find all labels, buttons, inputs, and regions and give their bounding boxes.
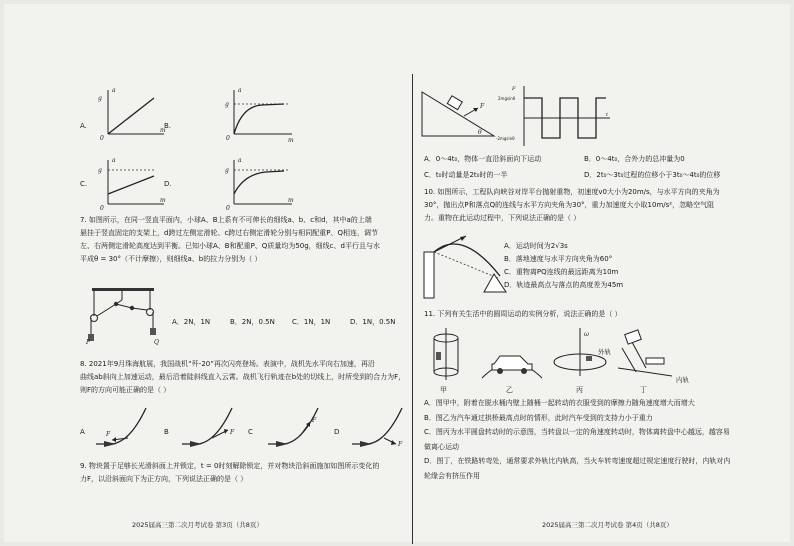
q8-stem bbox=[80, 358, 405, 397]
q11-figure-ding bbox=[616, 328, 676, 384]
force-label: F bbox=[480, 103, 485, 110]
q7-line: 7. 如图所示，在同一竖直平面内，小球A、B上系有不可伸长的细线a、b、c和d，其中a的上端 bbox=[80, 216, 372, 224]
q7-line: 左、右两侧定滑轮高度达到平衡。已知小球A、B和配重P、Q质量均为50g，细线c、d平行且与水 bbox=[80, 242, 380, 250]
angle-label: θ bbox=[478, 129, 482, 136]
svg-text:a: a bbox=[238, 87, 242, 94]
q9-line: 9. 物块置于足够长光滑斜面上并锁定，t = 0时刻解除锁定，并对物块沿斜面施加如图所示变化的 bbox=[80, 462, 380, 470]
bottom-value-label: -2mgsinθ bbox=[496, 136, 515, 141]
q10-option-b[interactable]: B．落地速度与水平方向夹角为60° bbox=[504, 255, 613, 263]
q8-line: 8. 2021年9月珠海航展，我国战机“歼-20”再次闪亮登场。表演中，战机先水平向右加速，再沿 bbox=[80, 360, 375, 368]
q8-option-a[interactable]: A bbox=[80, 428, 85, 436]
q7-line: 悬挂于竖直固定的支架上，d跨过左侧定滑轮、c跨过右侧定滑轮分别与相同配重P、Q相连，调节 bbox=[80, 229, 379, 237]
q9-line: 力F，以沿斜面向下为正方向，下列说法正确的是（ ） bbox=[80, 475, 248, 483]
q11-option-d[interactable]: D．图丁，在铁路转弯处，通常要求外轨比内轨高，当火车转弯速度超过规定速度行驶时，内轨对内 bbox=[424, 457, 731, 465]
graph-a bbox=[92, 84, 172, 142]
graph-b-label: B. bbox=[164, 122, 172, 130]
svg-text:g: g bbox=[98, 95, 102, 102]
q11-option-b[interactable]: B．图乙为汽车通过拱桥最高点时的情形，此时汽车受到的支持力小于重力 bbox=[424, 413, 653, 422]
graph-a-label: A. bbox=[80, 122, 87, 130]
force-label: F bbox=[398, 441, 403, 448]
q7-pulley-figure bbox=[88, 286, 160, 346]
q9-option-a[interactable]: A．0～4t₀，物体一直沿斜面向下运动 bbox=[424, 155, 542, 163]
graph-d bbox=[222, 154, 302, 212]
fig-label-ding: 丁 bbox=[640, 386, 647, 394]
q10-option-a[interactable]: A．运动时间为2√3s bbox=[504, 242, 568, 250]
svg-text:ω: ω bbox=[584, 331, 589, 338]
q8-option-c[interactable]: C bbox=[248, 428, 253, 436]
q9-option-b[interactable]: B．0～4t₀，合外力的总冲量为0 bbox=[584, 155, 685, 163]
q10-line: 10. 如图所示，工程队向峡谷对岸平台抛射重物，初速度v0大小为20m/s，与水平方向的夹角为 bbox=[424, 188, 720, 196]
q9-option-c[interactable]: C．t₀时动量是2t₀时的一半 bbox=[424, 171, 508, 179]
q11-options bbox=[424, 396, 730, 483]
q10-option-d[interactable]: D．轨迹最高点与落点的高度差为45m bbox=[504, 281, 624, 289]
q8-line: 则F的方向可能正确的是（ ） bbox=[80, 386, 171, 394]
q8-figure-a bbox=[94, 404, 154, 448]
axis-t-label: t bbox=[606, 112, 609, 118]
q9-incline-figure bbox=[420, 88, 500, 140]
q8-figure-d bbox=[350, 404, 410, 448]
q8-line: 曲线ab斜向上加速运动，最后沿着陡斜线直入云霄。战机飞行轨迹在b处的切线上，时所受到的合力为F， bbox=[80, 373, 406, 381]
svg-text:a: a bbox=[112, 87, 116, 94]
svg-text:0: 0 bbox=[100, 205, 104, 212]
svg-text:m: m bbox=[160, 197, 166, 204]
svg-text:g: g bbox=[225, 167, 229, 174]
q10-stem bbox=[424, 186, 720, 225]
svg-text:0: 0 bbox=[226, 205, 230, 212]
page-divider bbox=[412, 74, 413, 544]
q8-option-d[interactable]: D bbox=[334, 428, 340, 436]
outer-rail-label: 外轨 bbox=[598, 348, 611, 356]
graph-b bbox=[222, 84, 302, 144]
q10-line: 力。重物在此运动过程中，下列说法正确的是（ ） bbox=[424, 214, 581, 222]
q11-option-c-cont: 做离心运动 bbox=[424, 442, 459, 451]
force-label: F bbox=[312, 417, 317, 424]
svg-text:a: a bbox=[238, 157, 242, 164]
q7-stem bbox=[80, 214, 380, 266]
q9-stem bbox=[80, 460, 379, 486]
force-label: F bbox=[106, 431, 111, 438]
svg-text:g: g bbox=[98, 167, 102, 174]
svg-text:m: m bbox=[160, 127, 166, 134]
q8-figure-c bbox=[266, 404, 326, 448]
fig-label-yi: 乙 bbox=[506, 386, 513, 394]
q11-option-c[interactable]: C．图丙为水平圆盘转动时的示意图，当转盘以一定的角速度转动时，物体离转盘中心越远，越容易 bbox=[424, 428, 730, 436]
svg-text:0: 0 bbox=[226, 135, 230, 142]
q11-line: 11. 下列有关生活中的圆周运动的实例分析，说法正确的是（ ） bbox=[424, 310, 622, 318]
svg-text:P: P bbox=[86, 339, 91, 346]
exam-sheet bbox=[4, 4, 790, 542]
q10-option-c[interactable]: C．重物离PQ连线的最远距离为10m bbox=[504, 268, 619, 276]
q10-line: 30°，抛出点P和落点Q的连线与水平方向夹角为30°，重力加速度大小取10m/s²，忽略空气阻 bbox=[424, 201, 715, 209]
q7-option-d[interactable]: D．1N，0.5N bbox=[350, 318, 396, 326]
svg-text:m: m bbox=[288, 137, 294, 144]
q10-projectile-figure bbox=[422, 230, 514, 300]
q9-option-d[interactable]: D．2t₀～3t₀过程的位移小于3t₀～4t₀的位移 bbox=[584, 171, 721, 179]
right-footer: 2025届高三第二次月考试卷 第4页（共8页） bbox=[542, 521, 673, 529]
svg-text:g: g bbox=[225, 101, 229, 108]
q11-stem bbox=[424, 308, 622, 321]
svg-text:a: a bbox=[112, 157, 116, 164]
q11-figure-jia bbox=[428, 328, 468, 384]
q8-option-b[interactable]: B bbox=[164, 428, 169, 436]
fig-label-jia: 甲 bbox=[440, 386, 447, 394]
q10-options bbox=[504, 240, 623, 292]
svg-text:m: m bbox=[288, 197, 294, 204]
top-value-label: 2mgsinθ bbox=[498, 96, 516, 101]
force-label: F bbox=[230, 429, 235, 436]
q7-option-b[interactable]: B．2N，0.5N bbox=[230, 318, 275, 326]
graph-c bbox=[92, 154, 172, 212]
q7-option-c[interactable]: C．1N，1N bbox=[292, 318, 331, 326]
q7-option-a[interactable]: A．2N，1N bbox=[172, 318, 211, 326]
graph-d-label: D. bbox=[164, 180, 172, 188]
graph-c-label: C. bbox=[80, 180, 88, 188]
axis-f-label: F bbox=[512, 86, 516, 92]
left-footer: 2025届高三第二次月考试卷 第3页（共8页） bbox=[132, 521, 263, 529]
svg-text:0: 0 bbox=[100, 135, 104, 142]
inner-rail-label: 内轨 bbox=[676, 376, 689, 384]
q11-option-d-cont: 轮缘会有挤压作用 bbox=[424, 471, 480, 480]
q9-force-time-graph bbox=[496, 84, 612, 148]
q8-figure-b bbox=[180, 404, 240, 448]
svg-text:Q: Q bbox=[154, 339, 159, 346]
q11-figure-yi bbox=[480, 344, 544, 384]
q7-line: 平成θ = 30°（不计摩擦），则细线a、b的拉力分别为（ ） bbox=[80, 255, 262, 263]
q11-option-a[interactable]: A．图甲中，附着在脱水桶内壁上随桶一起转动的衣服受到的摩擦力随角速度增大而增大 bbox=[424, 399, 695, 407]
fig-label-bing: 丙 bbox=[576, 386, 583, 394]
